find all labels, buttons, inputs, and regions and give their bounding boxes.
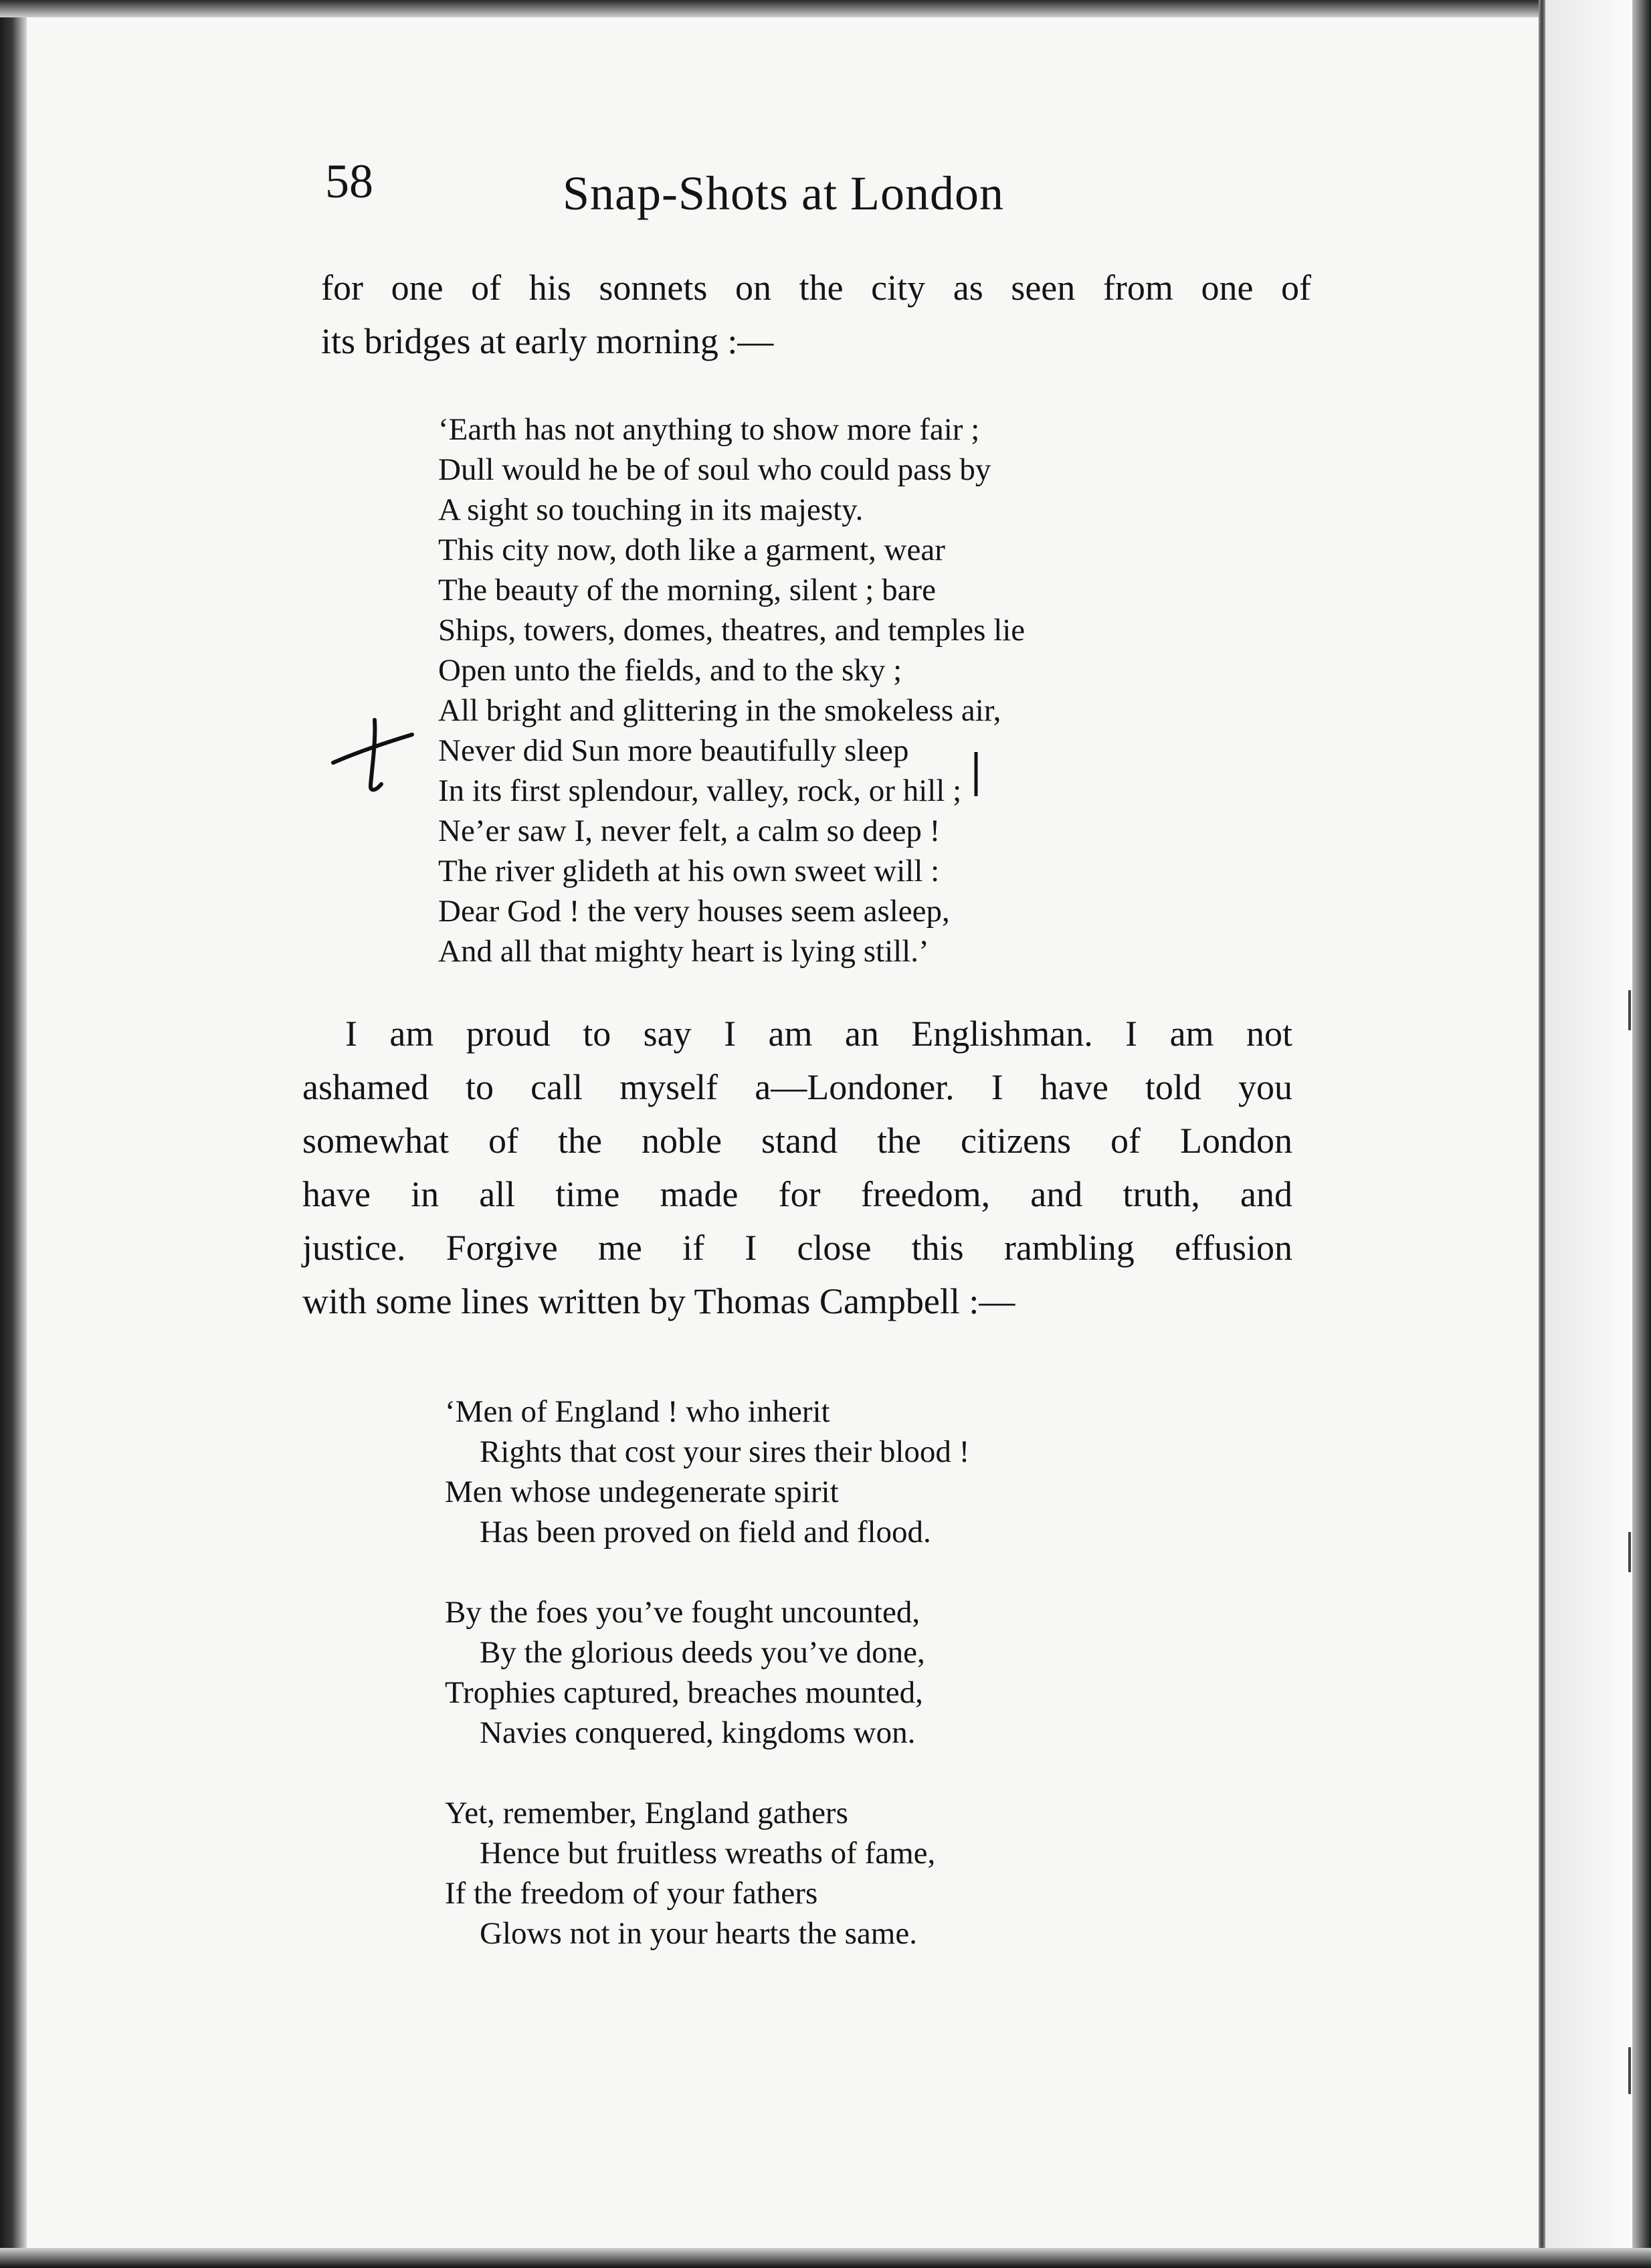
poem-line: Navies conquered, kingdoms won.	[480, 1715, 916, 1750]
page-number: 58	[325, 155, 373, 208]
text-line: its bridges at early morning :—	[321, 321, 774, 361]
text-line: with some lines written by Thomas Campbell :—	[302, 1281, 1015, 1321]
poem-line: In its first splendour, valley, rock, or hill ;	[438, 773, 962, 808]
scan-edge-top	[0, 0, 1651, 17]
poem-line: Never did Sun more beautifully sleep	[438, 733, 909, 768]
poem-line: Has been proved on field and flood.	[480, 1515, 931, 1549]
poem-line: Open unto the fields, and to the sky ;	[438, 653, 902, 688]
poem-line: Ships, towers, domes, theatres, and temples lie	[438, 613, 1026, 648]
scan-edge-bottom	[0, 2248, 1651, 2268]
correction-mark-icon	[973, 751, 979, 797]
running-title: Snap-Shots at London	[563, 167, 1004, 220]
poem-stanza	[445, 1592, 969, 1753]
poem-line: Rights that cost your sires their blood !	[480, 1434, 970, 1469]
poem-line: ‘Earth has not anything to show more fair ;	[438, 412, 980, 447]
facing-page-mark	[1628, 990, 1631, 1030]
poem-line: A sight so touching in its majesty.	[438, 492, 864, 527]
poem-line: Ne’er saw I, never felt, a calm so deep !	[438, 814, 941, 848]
running-head	[325, 151, 1329, 225]
poem-line: By the glorious deeds you’ve done,	[480, 1635, 925, 1670]
poem-line: This city now, doth like a garment, wear	[438, 533, 945, 567]
poem-stanza	[445, 1793, 969, 1954]
book-gutter	[1539, 0, 1545, 2268]
poem-line: All bright and glittering in the smokeless air,	[438, 693, 1001, 728]
poem-line: The river glideth at his own sweet will :	[438, 854, 940, 888]
text-line: I am proud to say I am an Englishman. I am not	[345, 1014, 1292, 1054]
poem-stanza	[445, 1392, 969, 1552]
poem-line: ‘Men of England ! who inherit	[445, 1394, 830, 1429]
handwritten-t-icon	[328, 715, 415, 795]
scan-edge-left	[0, 0, 27, 2268]
text-line: for one of his sonnets on the city as seen from one of	[321, 268, 1311, 308]
poem-line: Glows not in your hearts the same.	[480, 1916, 917, 1951]
body-paragraph	[302, 1007, 1292, 1328]
scan-edge-right	[1632, 0, 1651, 2268]
poem-line: If the freedom of your fathers	[445, 1876, 818, 1911]
wordsworth-sonnet	[438, 409, 1025, 971]
poem-line: Dear God ! the very houses seem asleep,	[438, 894, 950, 929]
poem-line: Trophies captured, breaches mounted,	[445, 1675, 923, 1710]
poem-line: And all that mighty heart is lying still.’	[438, 934, 929, 969]
facing-page-mark	[1628, 1532, 1631, 1572]
poem-line: Dull would he be of soul who could pass by	[438, 452, 991, 487]
poem-line: Yet, remember, England gathers	[445, 1796, 848, 1830]
text-line: have in all time made for freedom, and truth, and	[302, 1174, 1292, 1214]
campbell-poem	[445, 1392, 969, 1994]
poem-line: Men whose undegenerate spirit	[445, 1475, 839, 1509]
text-line: ashamed to call myself a—Londoner. I have told you	[302, 1067, 1292, 1107]
facing-page-mark	[1628, 2047, 1631, 2094]
intro-text	[321, 261, 1311, 368]
text-line: somewhat of the noble stand the citizens of London	[302, 1121, 1292, 1161]
poem-line: By the foes you’ve fought uncounted,	[445, 1595, 920, 1630]
text-line: justice. Forgive me if I close this rambling effusion	[302, 1228, 1292, 1268]
poem-line: Hence but fruitless wreaths of fame,	[480, 1836, 936, 1871]
poem-line: The beauty of the morning, silent ; bare	[438, 573, 936, 607]
